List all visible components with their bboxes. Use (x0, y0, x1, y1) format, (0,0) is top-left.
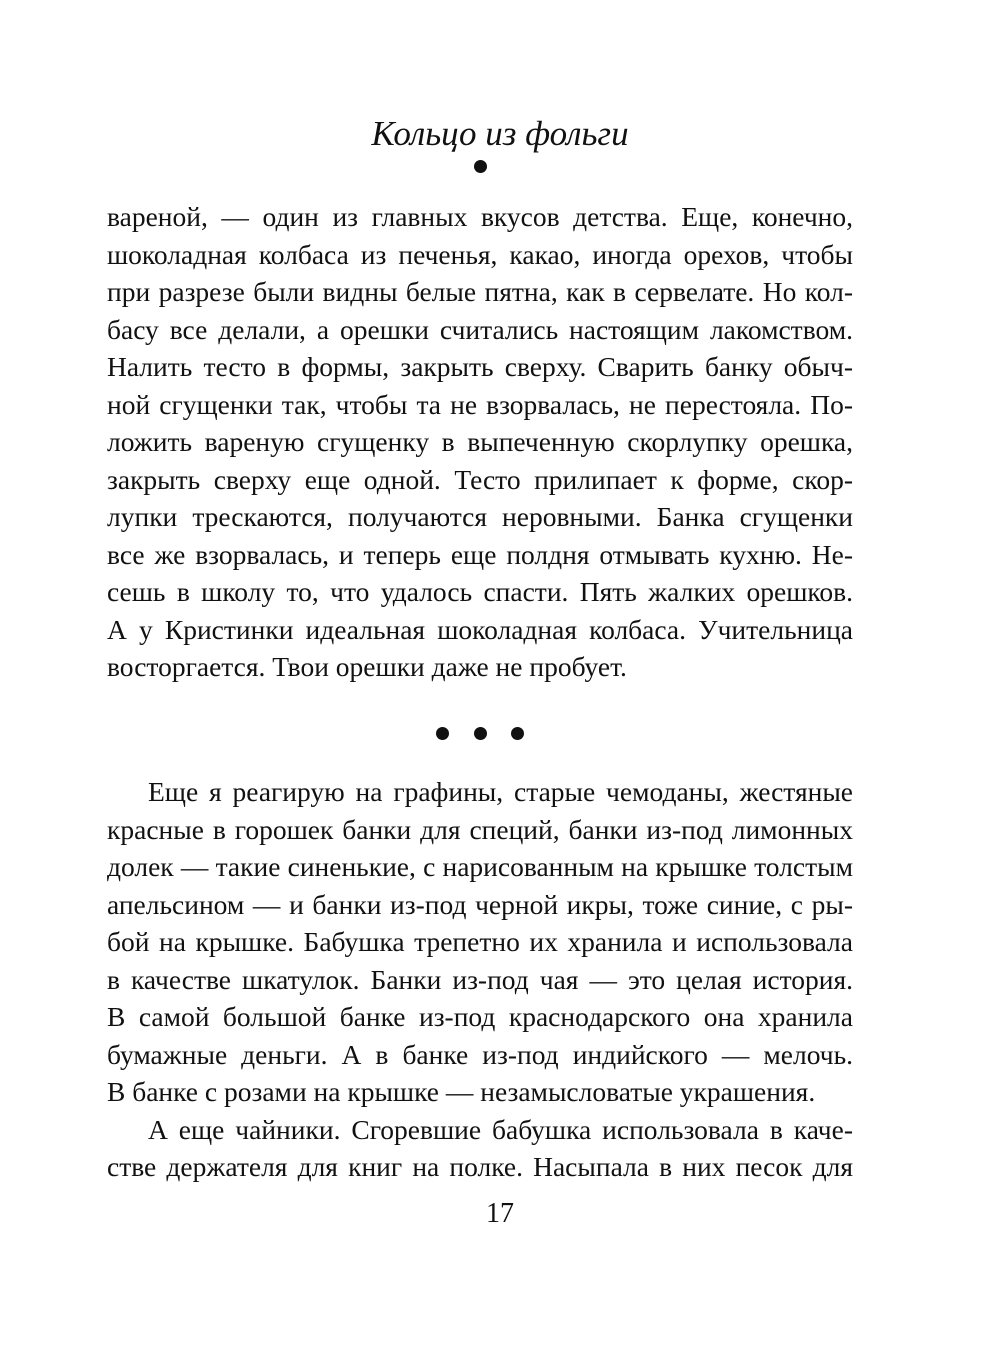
text-line: бой на крышке. Бабушка трепетно их хранила и использовала (107, 926, 853, 957)
text-line: басу все делали, а орешки считались настоящим лакомством. (107, 313, 853, 345)
text-line: В самой большой банке из-под краснодарского она хранила (107, 1001, 853, 1032)
text-line: А еще чайники. Сгоревшие бабушка использовала в каче- (148, 1113, 853, 1145)
text-line: все же взорвалась, и теперь еще полдня отмывать кухню. Не- (107, 538, 853, 570)
text-line: ложить вареную сгущенку в выпеченную скорлупку орешка, (107, 426, 853, 457)
text-line: Еще я реагирую на графины, старые чемоданы, жестяные (148, 776, 853, 807)
text-line: стве держателя для книг на полке. Насыпала в них песок для (107, 1151, 853, 1182)
text-line: сешь в школу то, что удалось спасти. Пять жалких орешков. (107, 576, 853, 607)
text-line: восторгается. Твои орешки даже не пробует. (107, 651, 627, 682)
head-ornament-dot (474, 160, 487, 173)
text-line: Налить тесто в формы, закрыть сверху. Сварить банку обыч- (107, 351, 853, 382)
section-break-dot (436, 727, 449, 740)
section-break-dot (511, 727, 524, 740)
text-block-top (107, 198, 853, 686)
paragraph (107, 198, 853, 686)
running-head: Кольцо из фольги (371, 114, 629, 153)
text-line: вареной, — один из главных вкусов детства. Еще, конечно, (107, 201, 853, 232)
text-line: А у Кристинки идеальная шоколадная колбаса. Учительница (107, 613, 853, 645)
page-number: 17 (486, 1198, 514, 1229)
text-line: долек — такие синенькие, с нарисованным на крышке толстым (107, 851, 853, 882)
text-line: апельсином — и банки из-под черной икры, тоже синие, с ры- (107, 888, 853, 920)
paragraph (107, 773, 853, 1111)
text-line: ной сгущенки так, чтобы та не взорвалась, не перестояла. По- (107, 388, 853, 420)
text-block-bottom (107, 773, 853, 1186)
text-line: лупки трескаются, получаются неровными. Банка сгущенки (107, 501, 853, 532)
paragraph (107, 1111, 853, 1186)
text-line: бумажные деньги. А в банке из-под индийского — мелочь. (107, 1038, 853, 1070)
section-break-dot (474, 727, 487, 740)
text-line: при разрезе были видны белые пятна, как в сервелате. Но кол- (107, 276, 853, 307)
text-line: в качестве шкатулок. Банки из-под чая — это целая история. (107, 963, 853, 995)
text-line: закрыть сверху еще одной. Тесто прилипает к форме, скор- (107, 463, 853, 495)
text-line: В банке с розами на крышке — незамысловатые украшения. (107, 1076, 816, 1107)
text-line: красные в горошек банки для специй, банки из-под лимонных (107, 813, 853, 845)
text-line: шоколадная колбаса из печенья, какао, иногда орехов, чтобы (107, 238, 853, 270)
